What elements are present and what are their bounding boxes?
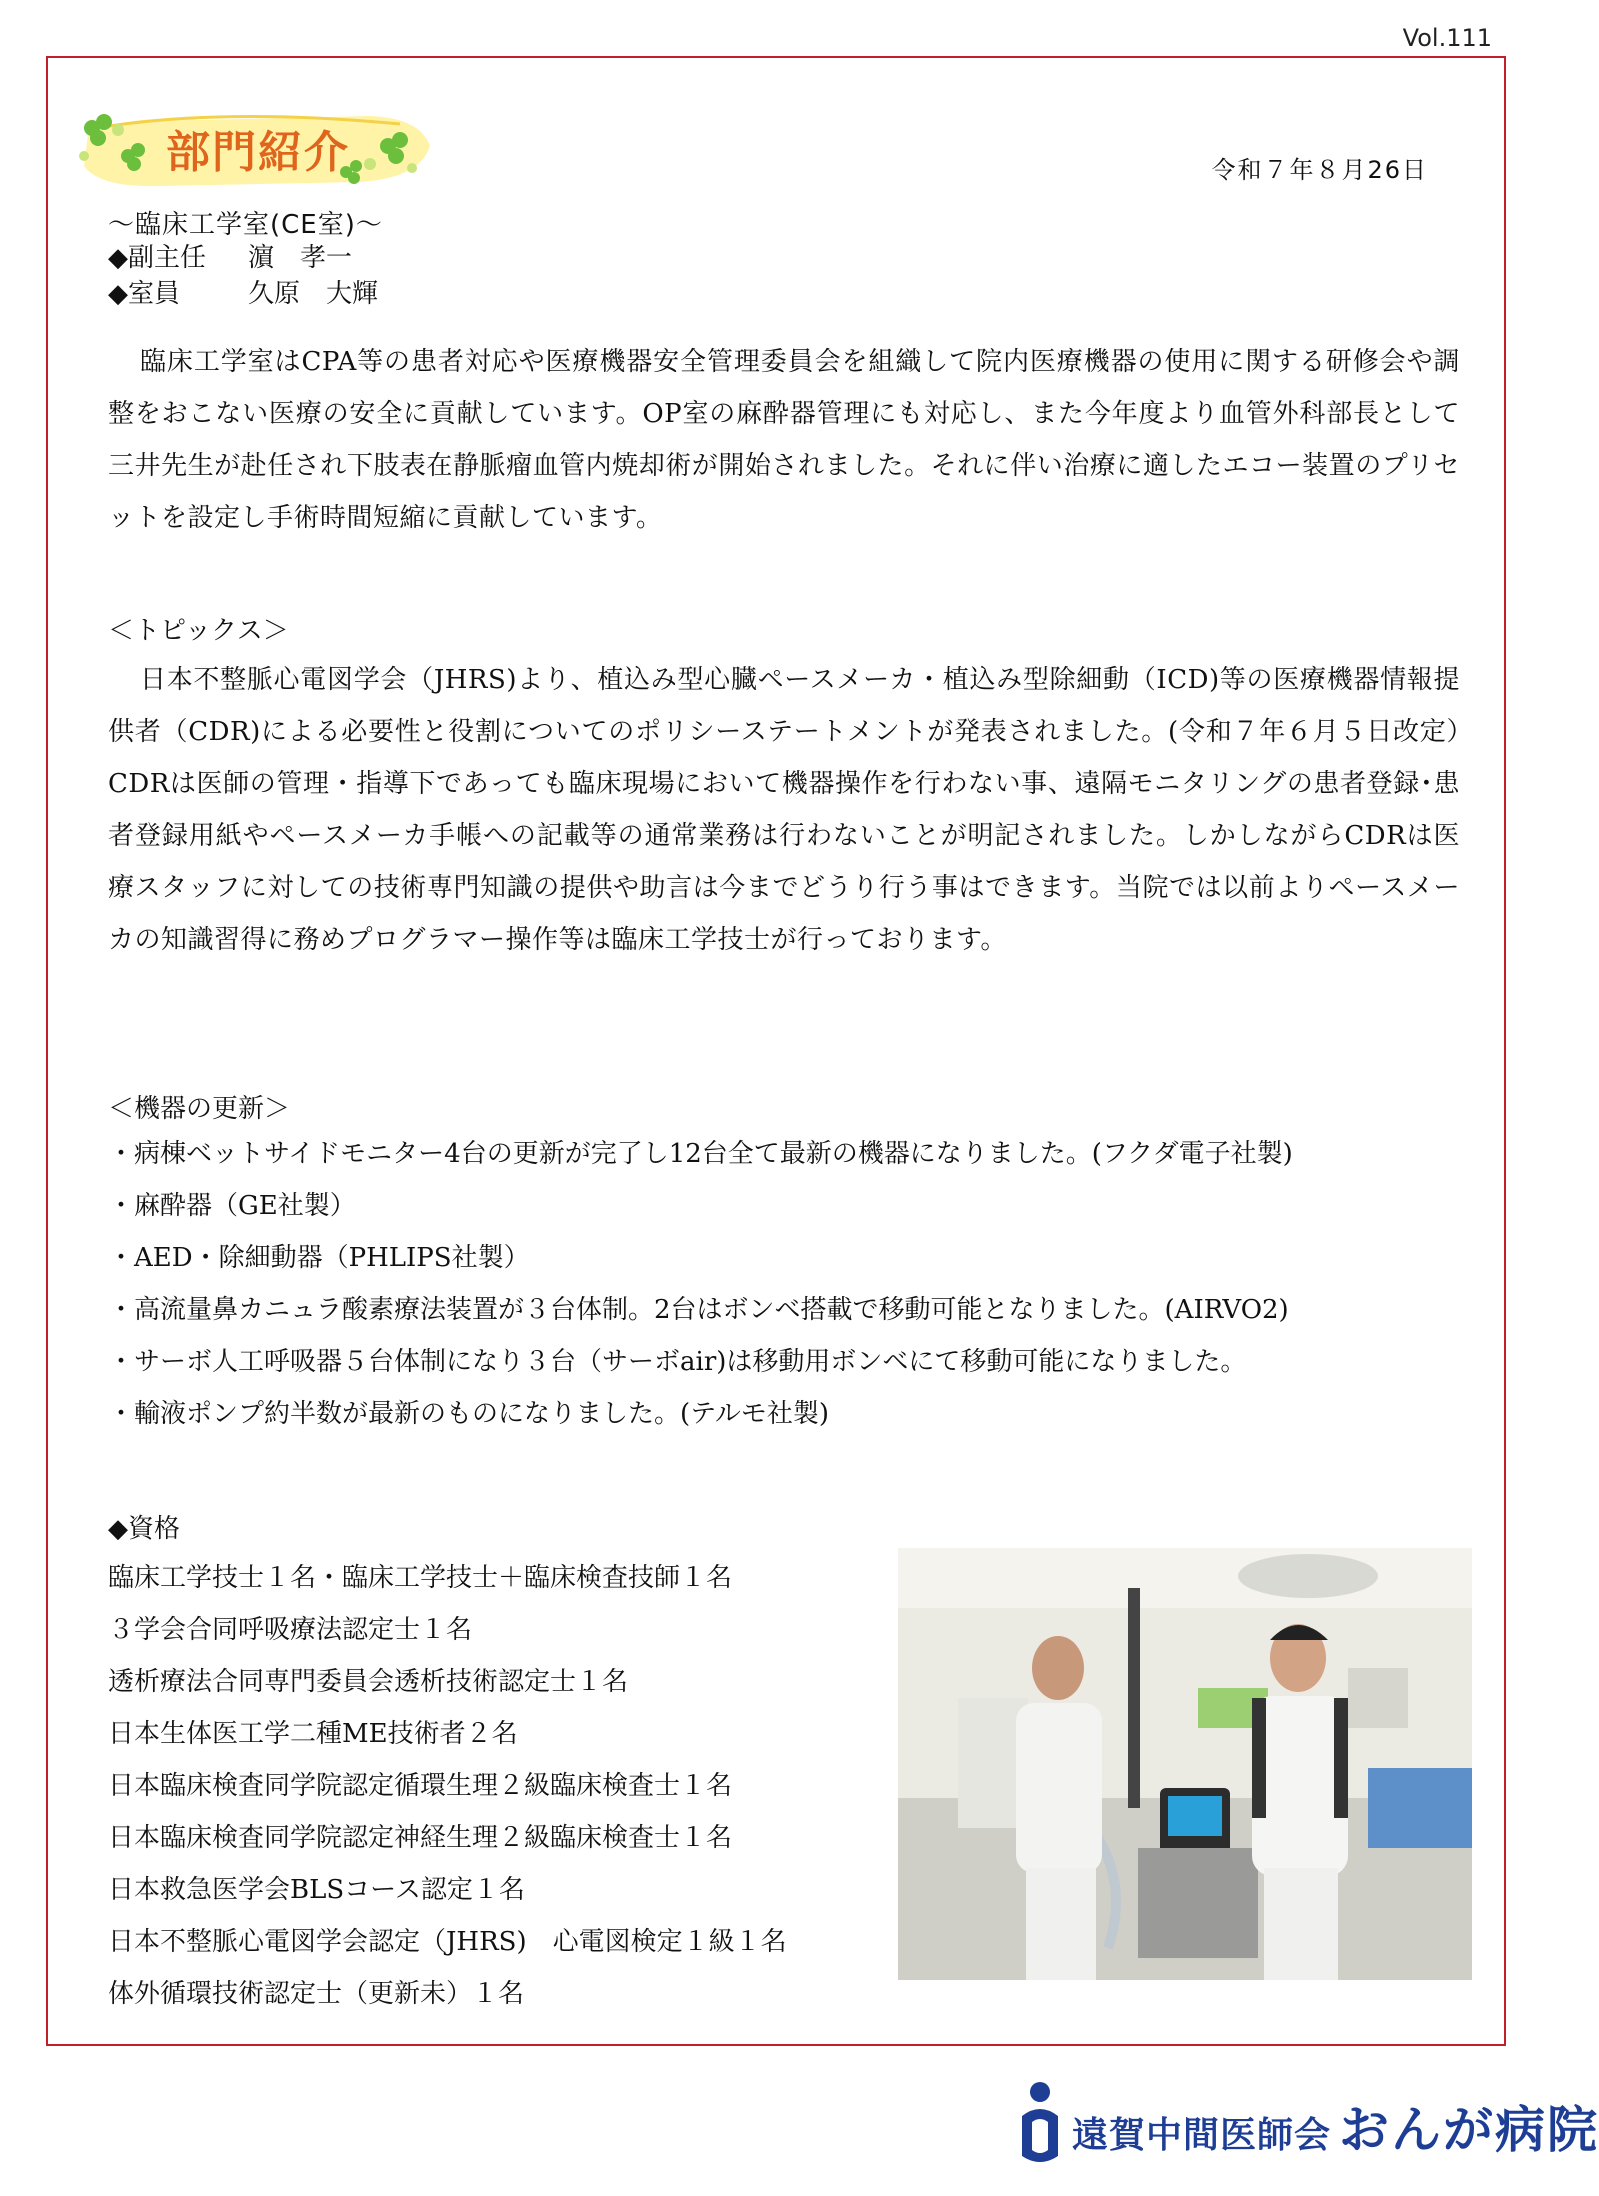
list-item: 日本臨床検査同学院認定循環生理２級臨床検査士１名 <box>108 1771 733 1801</box>
list-item: ・麻酔器（GE社製） <box>108 1191 356 1221</box>
list-item: 臨床工学技士１名・臨床工学技士＋臨床検査技師１名 <box>108 1563 733 1593</box>
list-item: ・病棟ベットサイドモニター4台の更新が完了し12台全て最新の機器になりました。(フクダ電子社製) <box>108 1139 1293 1169</box>
list-item: 透析療法合同専門委員会透析技術認定士１名 <box>108 1667 629 1697</box>
list-item: 体外循環技術認定士（更新未）１名 <box>108 1979 525 2009</box>
list-item: ・サーボ人工呼吸器５台体制になり３台（サーボair)は移動用ボンベにて移動可能になりました。 <box>108 1347 1247 1377</box>
staff-row <box>108 240 378 276</box>
equipment-heading: ＜機器の更新＞ <box>108 1094 291 1124</box>
volume-number: Vol.111 <box>1402 24 1492 52</box>
topics-paragraph: 日本不整脈心電図学会（JHRS)より、植込み型心臓ペースメーカ・植込み型除細動（ICD)等の医療機器情報提供者（CDR)による必要性と役割についてのポリシーステートメントが発表されました。(令和７年６月５日改定）CDRは医師の管理・指導下であっても臨床現場において機器操作を行わない事、遠隔モニタリングの患者登録･患者登録用紙やペースメーカ手帳への記載等の通常業務は行わないことが明記されました。しかしながらCDRは医療スタッフに対しての技術専門知識の提供や助言は今までどうり行う事はできます。当院では以前よりペースメーカの知識習得に務めプログラマー操作等は臨床工学技士が行っております。 <box>108 665 1460 955</box>
list-item: 日本生体医工学二種ME技術者２名 <box>108 1719 518 1749</box>
logo-prefix: 遠賀中間医師会 <box>1072 2115 1332 2156</box>
hospital-logo-text <box>1072 2090 1599 2162</box>
logo-name: おんが病院 <box>1339 2101 1599 2159</box>
qualifications-heading: ◆資格 <box>108 1514 180 1544</box>
list-item: 日本不整脈心電図学会認定（JHRS) 心電図検定１級１名 <box>108 1927 787 1957</box>
list-item: ３学会合同呼吸療法認定士１名 <box>108 1615 473 1645</box>
qualifications-list <box>108 1552 787 2020</box>
staff-row <box>108 276 378 312</box>
staff-name: 久原 大輝 <box>248 279 379 309</box>
staff-photo-illustration <box>898 1548 1472 1980</box>
staff-list <box>108 240 378 312</box>
staff-photo <box>898 1548 1472 1980</box>
list-item: ・AED・除細動器（PHLIPS社製） <box>108 1243 530 1273</box>
topics-heading: ＜トピックス＞ <box>108 616 289 646</box>
list-item: ・高流量鼻カニュラ酸素療法装置が３台体制。2台はボンベ搭載で移動可能となりました。(AIRVO2) <box>108 1295 1289 1325</box>
issue-date: 令和７年８月26日 <box>1211 156 1428 184</box>
banner-title: 部門紹介 <box>166 127 350 178</box>
staff-role: ◆室員 <box>108 279 180 309</box>
staff-role: ◆副主任 <box>108 243 206 273</box>
equipment-list <box>108 1128 1293 1440</box>
staff-name: 濵 孝一 <box>248 243 353 273</box>
department-title: ～臨床工学室(CE室)～ <box>108 210 383 240</box>
section-banner <box>70 106 440 194</box>
list-item: 日本臨床検査同学院認定神経生理２級臨床検査士１名 <box>108 1823 733 1853</box>
intro-paragraph: 臨床工学室はCPA等の患者対応や医療機器安全管理委員会を組織して院内医療機器の使用に関する研修会や調整をおこない医療の安全に貢献しています。OP室の麻酔器管理にも対応し、また今年度より血管外科部長として三井先生が赴任され下肢表在静脈瘤血管内焼却術が開始されました。それに伴い治療に適したエコー装置のプリセットを設定し手術時間短縮に貢献しています。 <box>108 347 1460 533</box>
list-item: ・輸液ポンプ約半数が最新のものになりました。(テルモ社製) <box>108 1399 829 1429</box>
hospital-logo-icon <box>1012 2076 1068 2168</box>
hospital-logo <box>1012 2076 1599 2168</box>
list-item: 日本救急医学会BLSコース認定１名 <box>108 1875 525 1905</box>
